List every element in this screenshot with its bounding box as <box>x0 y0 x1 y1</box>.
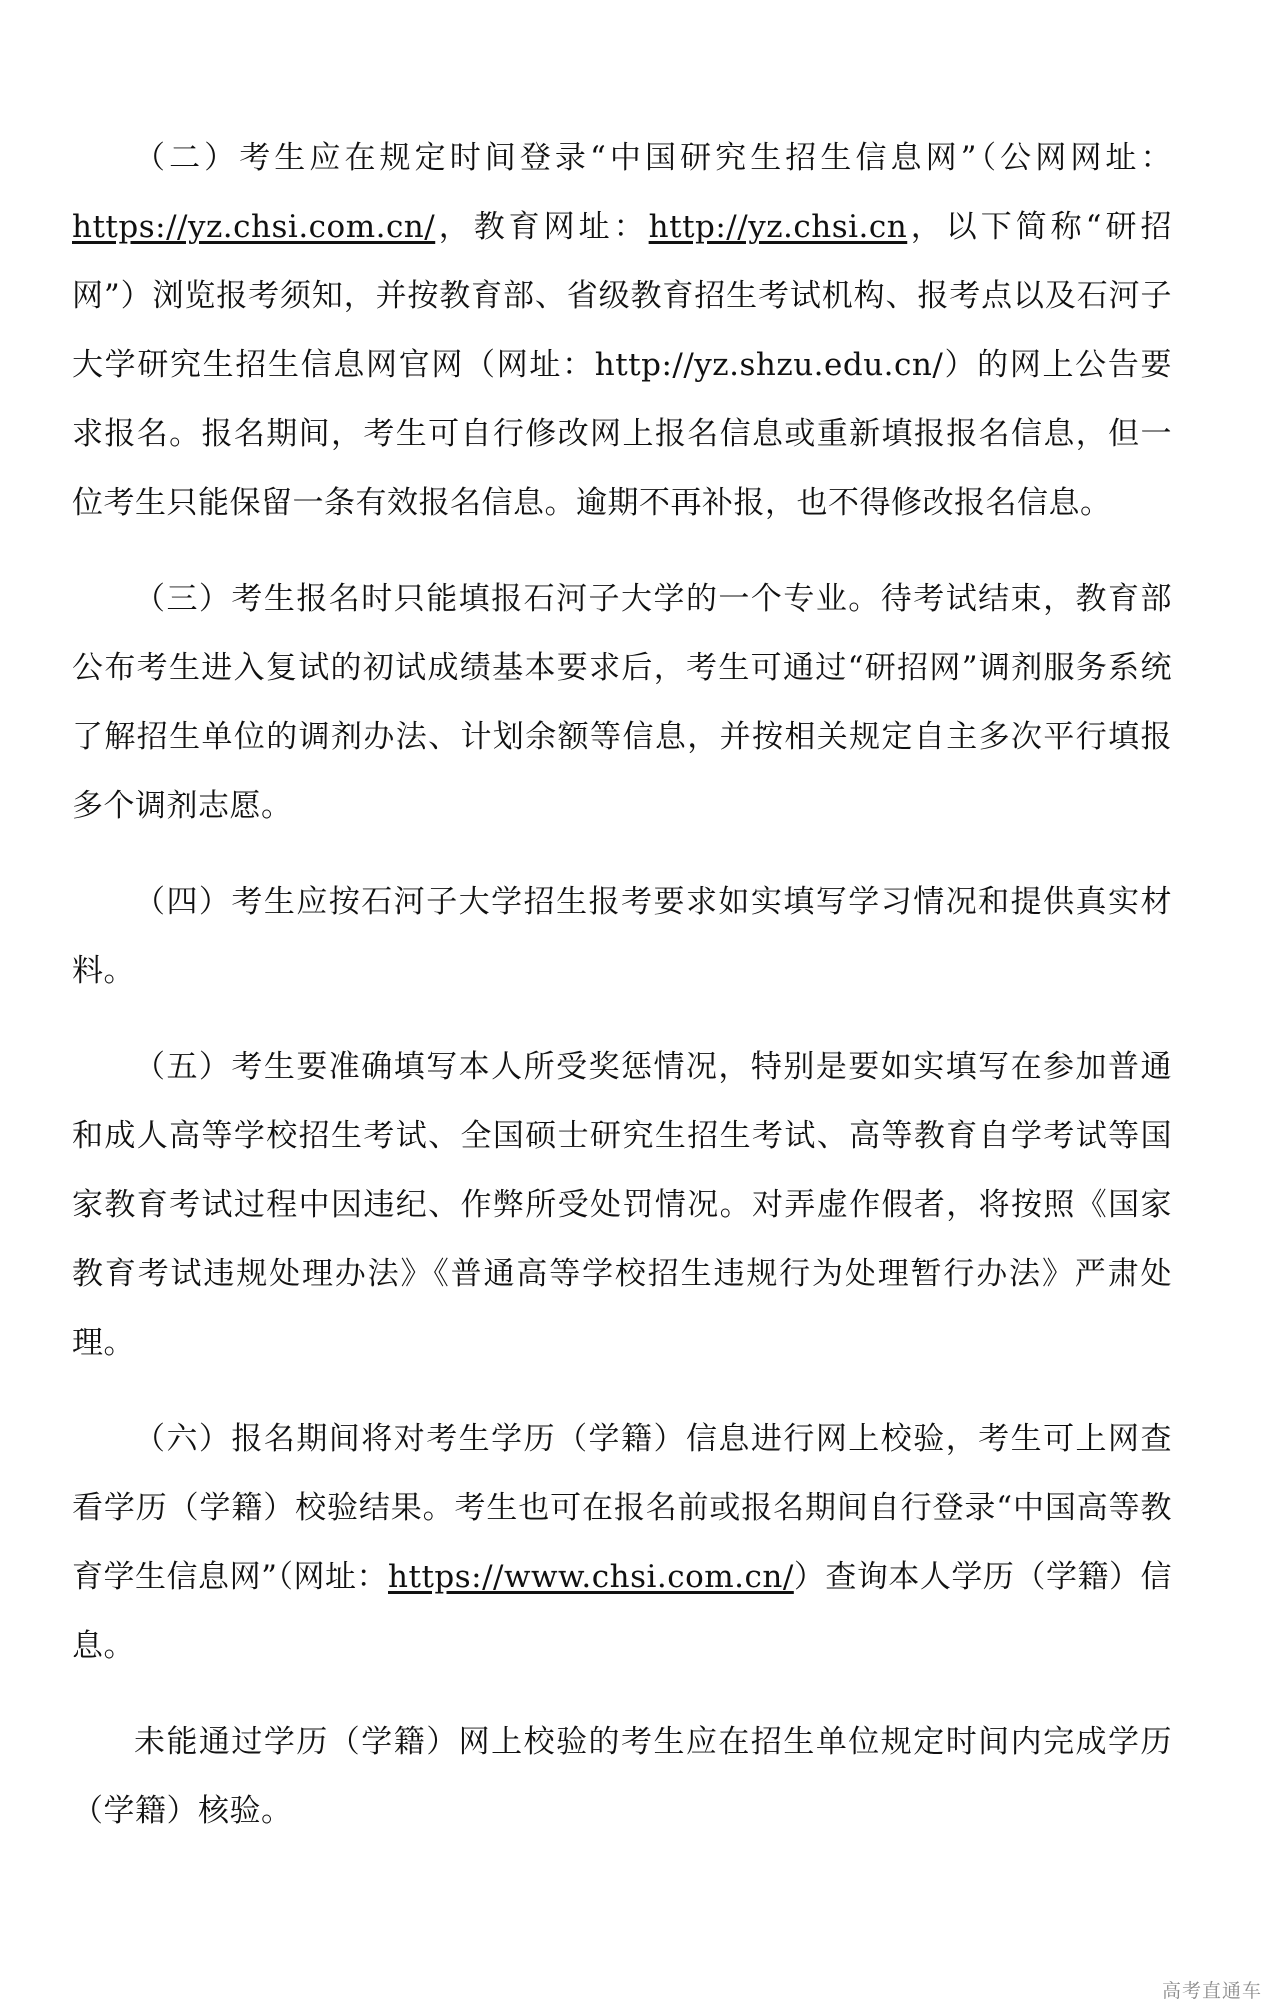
paragraph-4 <box>72 868 1172 1006</box>
paragraph-2 <box>72 124 1172 538</box>
paragraph-text: （六）报名期间将对考生学历（学籍）信息进行网上校验，考生可上网查看学历（学籍）校验结果。考生也可在报名前或报名期间自行登录“中国高等教育学生信息网”（网址： <box>72 1421 1172 1595</box>
paragraph-text: （五）考生要准确填写本人所受奖惩情况，特别是要如实填写在参加普通和成人高等学校招生考试、全国硕士研究生招生考试、高等教育自学考试等国家教育考试过程中因违纪、作弊所受处罚情况。对弄虚作假者，将按照《国家教育考试违规处理办法》《普通高等学校招生违规行为处理暂行办法》严肃处理。 <box>72 1049 1172 1361</box>
paragraph-7 <box>72 1708 1172 1846</box>
paragraph-text: 未能通过学历（学籍）网上校验的考生应在招生单位规定时间内完成学历（学籍）核验。 <box>72 1724 1172 1829</box>
paragraph-text: ，教育网址： <box>435 209 649 245</box>
paragraph-text: （二）考生应在规定时间登录“中国研究生招生信息网”（公网网址： <box>134 140 1172 176</box>
paragraph-text: （三）考生报名时只能填报石河子大学的一个专业。待考试结束，教育部公布考生进入复试的初试成绩基本要求后，考生可通过“研招网”调剂服务系统了解招生单位的调剂办法、计划余额等信息，并按相关规定自主多次平行填报多个调剂志愿。 <box>72 581 1172 824</box>
watermark: 高考直通车 <box>1161 1980 1262 2002</box>
paragraph-text: ）查询本人学历（学籍）信息。 <box>72 1559 1172 1664</box>
paragraph-6 <box>72 1405 1172 1681</box>
link-www-chsi-com-cn[interactable]: https://www.chsi.com.cn/ <box>388 1559 794 1595</box>
link-yz-chsi-com-cn[interactable]: https://yz.chsi.com.cn/ <box>72 209 436 245</box>
paragraph-text: （四）考生应按石河子大学招生报考要求如实填写学习情况和提供真实材料。 <box>72 884 1172 989</box>
paragraph-3 <box>72 565 1172 841</box>
paragraph-5 <box>72 1033 1172 1378</box>
document-body <box>72 124 1172 1873</box>
link-yz-chsi-cn[interactable]: http://yz.chsi.cn <box>648 209 908 245</box>
paragraph-text: ，以下简称“研招网”）浏览报考须知，并按教育部、省级教育招生考试机构、报考点以及石河子大学研究生招生信息网官网（网址：http://yz.shzu.edu.cn/）的网上公告要求报名。报名期间，考生可自行修改网上报名信息或重新填报报名信息，但一位考生只能保留一条有效报名信息。逾期不再补报，也不得修改报名信息。 <box>72 209 1172 521</box>
